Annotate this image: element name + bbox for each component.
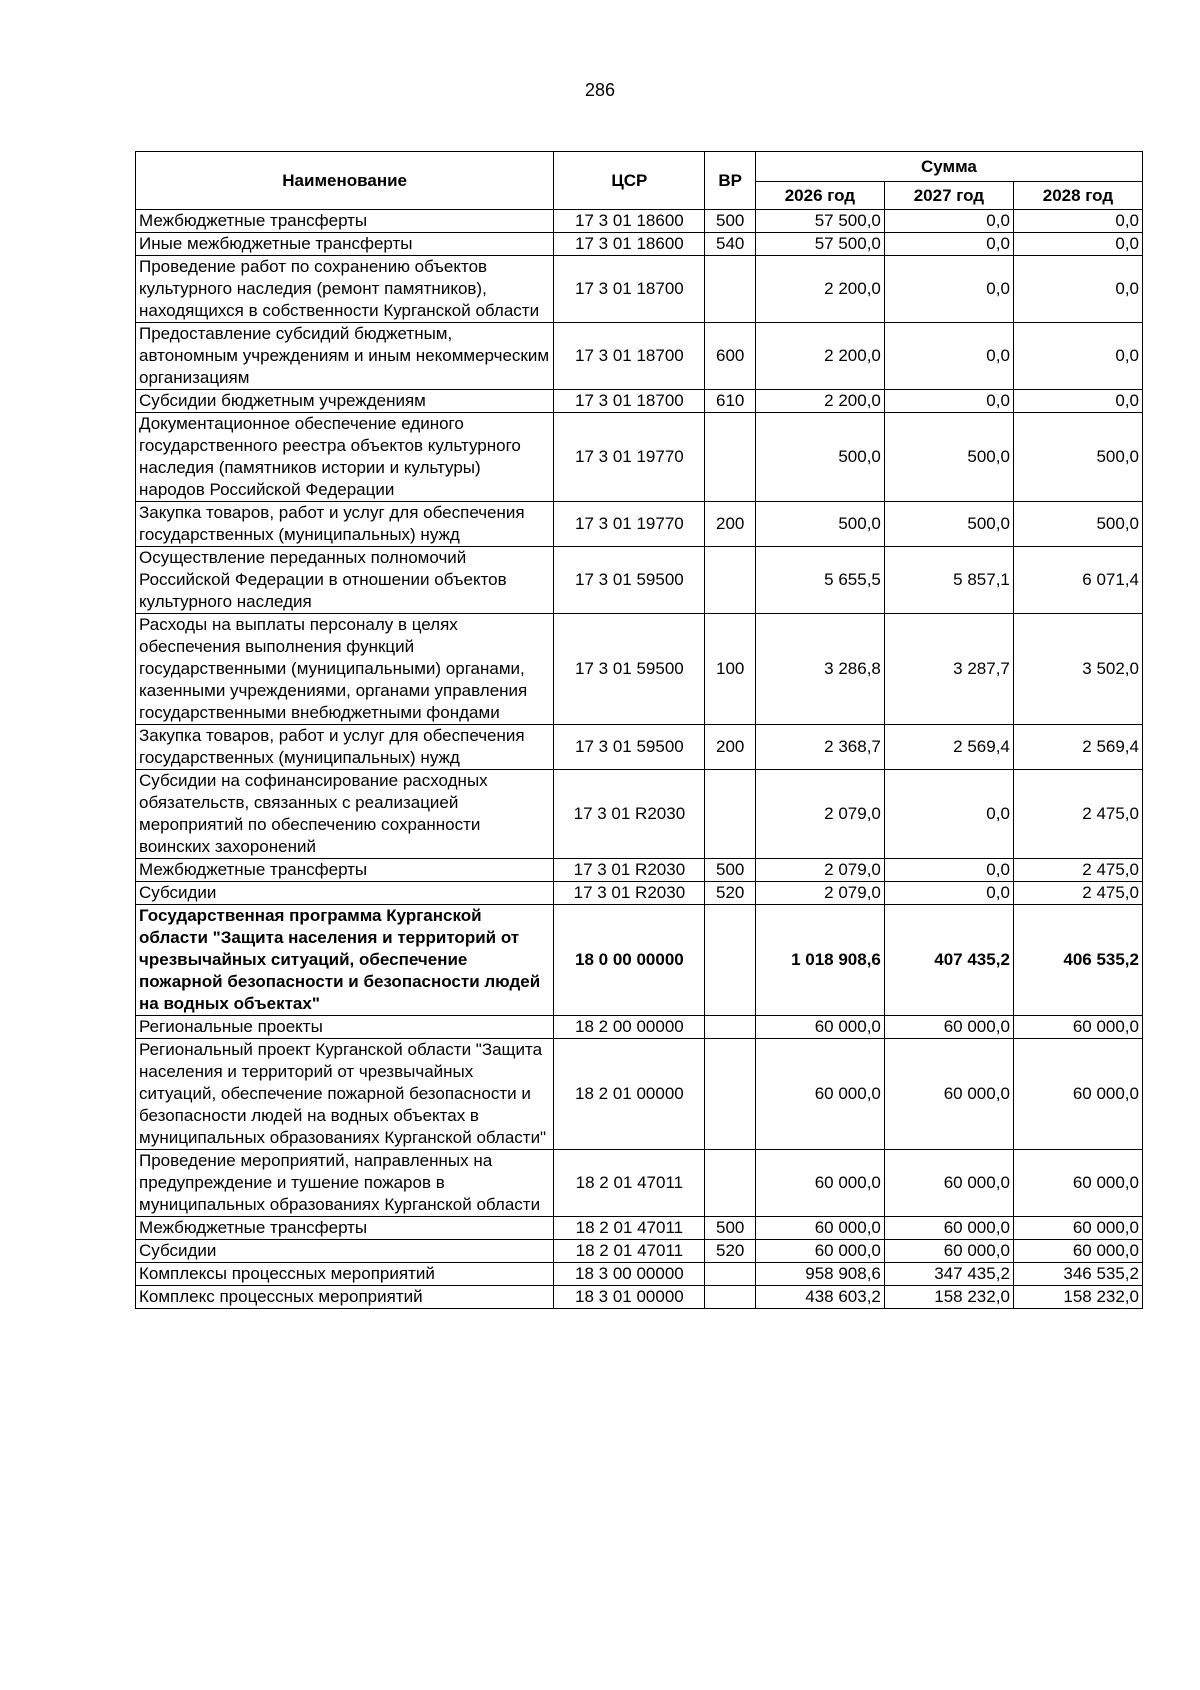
cell-sum-2027: 60 000,0 — [884, 1150, 1013, 1217]
cell-vr: 500 — [705, 1217, 755, 1240]
cell-sum-2027: 500,0 — [884, 502, 1013, 547]
cell-vr: 600 — [705, 323, 755, 390]
cell-vr — [705, 770, 755, 859]
cell-vr — [705, 1286, 755, 1309]
cell-sum-2028: 2 475,0 — [1013, 859, 1142, 882]
cell-name: Иные межбюджетные трансферты — [136, 233, 554, 256]
cell-vr: 200 — [705, 725, 755, 770]
cell-vr: 200 — [705, 502, 755, 547]
table-row — [136, 323, 1143, 390]
cell-vr — [705, 413, 755, 502]
cell-sum-2028: 3 502,0 — [1013, 614, 1142, 725]
budget-table — [135, 151, 1143, 1309]
cell-sum-2026: 2 200,0 — [755, 256, 884, 323]
cell-csr: 18 3 00 00000 — [554, 1263, 705, 1286]
table-row — [136, 1240, 1143, 1263]
table-row — [136, 1286, 1143, 1309]
table-row — [136, 502, 1143, 547]
page-number: 286 — [584, 80, 616, 100]
cell-sum-2028: 406 535,2 — [1013, 905, 1142, 1016]
cell-sum-2026: 3 286,8 — [755, 614, 884, 725]
cell-sum-2026: 57 500,0 — [755, 233, 884, 256]
cell-sum-2026: 60 000,0 — [755, 1150, 884, 1217]
cell-csr: 18 2 01 47011 — [554, 1240, 705, 1263]
cell-csr: 18 2 01 47011 — [554, 1217, 705, 1240]
cell-vr — [705, 1150, 755, 1217]
cell-sum-2027: 0,0 — [884, 233, 1013, 256]
header-year-2026: 2026 год — [755, 182, 884, 210]
header-sum: Сумма — [755, 152, 1142, 182]
cell-name: Документационное обеспечение единого государственного реестра объектов культурного наследия (памятников истории и культуры) народов Российской Федерации — [136, 413, 554, 502]
cell-sum-2026: 57 500,0 — [755, 210, 884, 233]
cell-sum-2027: 500,0 — [884, 413, 1013, 502]
cell-sum-2028: 0,0 — [1013, 390, 1142, 413]
cell-sum-2028: 60 000,0 — [1013, 1240, 1142, 1263]
cell-sum-2027: 60 000,0 — [884, 1039, 1013, 1150]
cell-vr — [705, 1263, 755, 1286]
cell-sum-2026: 60 000,0 — [755, 1217, 884, 1240]
cell-sum-2027: 3 287,7 — [884, 614, 1013, 725]
cell-sum-2027: 158 232,0 — [884, 1286, 1013, 1309]
table-row — [136, 233, 1143, 256]
table-row — [136, 1016, 1143, 1039]
cell-csr: 17 3 01 19770 — [554, 413, 705, 502]
cell-sum-2027: 0,0 — [884, 859, 1013, 882]
header-vr: ВР — [705, 152, 755, 210]
cell-sum-2026: 60 000,0 — [755, 1016, 884, 1039]
cell-name: Субсидии — [136, 1240, 554, 1263]
cell-csr: 17 3 01 59500 — [554, 614, 705, 725]
cell-name: Межбюджетные трансферты — [136, 1217, 554, 1240]
cell-sum-2028: 0,0 — [1013, 210, 1142, 233]
cell-name: Комплекс процессных мероприятий — [136, 1286, 554, 1309]
cell-sum-2026: 500,0 — [755, 413, 884, 502]
cell-sum-2028: 0,0 — [1013, 233, 1142, 256]
table-row — [136, 390, 1143, 413]
cell-csr: 17 3 01 R2030 — [554, 770, 705, 859]
cell-name: Межбюджетные трансферты — [136, 859, 554, 882]
table-row — [136, 882, 1143, 905]
table-row — [136, 547, 1143, 614]
cell-sum-2027: 60 000,0 — [884, 1217, 1013, 1240]
cell-csr: 18 2 01 00000 — [554, 1039, 705, 1150]
cell-sum-2028: 60 000,0 — [1013, 1039, 1142, 1150]
table-row — [136, 210, 1143, 233]
cell-name: Предоставление субсидий бюджетным, автономным учреждениям и иным некоммерческим организациям — [136, 323, 554, 390]
cell-name: Осуществление переданных полномочий Российской Федерации в отношении объектов культурного наследия — [136, 547, 554, 614]
cell-vr — [705, 1039, 755, 1150]
cell-sum-2026: 438 603,2 — [755, 1286, 884, 1309]
cell-sum-2026: 5 655,5 — [755, 547, 884, 614]
cell-sum-2026: 2 079,0 — [755, 882, 884, 905]
cell-sum-2027: 0,0 — [884, 770, 1013, 859]
table-row — [136, 256, 1143, 323]
table-row — [136, 770, 1143, 859]
cell-name: Закупка товаров, работ и услуг для обеспечения государственных (муниципальных) нужд — [136, 502, 554, 547]
cell-sum-2027: 5 857,1 — [884, 547, 1013, 614]
cell-name: Комплексы процессных мероприятий — [136, 1263, 554, 1286]
cell-sum-2028: 0,0 — [1013, 323, 1142, 390]
cell-vr: 500 — [705, 859, 755, 882]
cell-csr: 17 3 01 19770 — [554, 502, 705, 547]
cell-sum-2027: 0,0 — [884, 390, 1013, 413]
cell-name: Закупка товаров, работ и услуг для обеспечения государственных (муниципальных) нужд — [136, 725, 554, 770]
table-row — [136, 1263, 1143, 1286]
cell-vr: 610 — [705, 390, 755, 413]
cell-sum-2027: 0,0 — [884, 210, 1013, 233]
cell-name: Региональный проект Курганской области "Защита населения и территорий от чрезвычайных ситуаций, обеспечение пожарной безопасности и безопасности людей на водных объектах в муниципальных образованиях Курганской области" — [136, 1039, 554, 1150]
table-row — [136, 859, 1143, 882]
cell-sum-2028: 2 475,0 — [1013, 770, 1142, 859]
cell-name: Межбюджетные трансферты — [136, 210, 554, 233]
cell-sum-2027: 60 000,0 — [884, 1016, 1013, 1039]
table-row — [136, 1217, 1143, 1240]
cell-vr — [705, 547, 755, 614]
cell-csr: 17 3 01 R2030 — [554, 859, 705, 882]
cell-sum-2026: 2 079,0 — [755, 859, 884, 882]
cell-sum-2028: 60 000,0 — [1013, 1016, 1142, 1039]
cell-csr: 17 3 01 18700 — [554, 390, 705, 413]
cell-sum-2026: 500,0 — [755, 502, 884, 547]
cell-sum-2027: 0,0 — [884, 323, 1013, 390]
cell-sum-2028: 500,0 — [1013, 413, 1142, 502]
cell-sum-2028: 60 000,0 — [1013, 1150, 1142, 1217]
cell-sum-2027: 407 435,2 — [884, 905, 1013, 1016]
cell-csr: 17 3 01 59500 — [554, 725, 705, 770]
cell-csr: 17 3 01 59500 — [554, 547, 705, 614]
table-row — [136, 905, 1143, 1016]
cell-sum-2028: 2 569,4 — [1013, 725, 1142, 770]
cell-sum-2028: 2 475,0 — [1013, 882, 1142, 905]
cell-name: Проведение мероприятий, направленных на предупреждение и тушение пожаров в муниципальных образованиях Курганской области — [136, 1150, 554, 1217]
cell-csr: 17 3 01 18600 — [554, 210, 705, 233]
cell-csr: 18 3 01 00000 — [554, 1286, 705, 1309]
cell-sum-2028: 500,0 — [1013, 502, 1142, 547]
cell-sum-2026: 2 200,0 — [755, 323, 884, 390]
header-name: Наименование — [136, 152, 554, 210]
cell-sum-2028: 6 071,4 — [1013, 547, 1142, 614]
cell-sum-2028: 0,0 — [1013, 256, 1142, 323]
cell-vr: 100 — [705, 614, 755, 725]
cell-csr: 18 2 01 47011 — [554, 1150, 705, 1217]
cell-csr: 18 0 00 00000 — [554, 905, 705, 1016]
cell-sum-2027: 347 435,2 — [884, 1263, 1013, 1286]
cell-name: Расходы на выплаты персоналу в целях обеспечения выполнения функций государственными (муниципальными) органами, казенными учреждениями, органами управления государственными внебюджетными фондами — [136, 614, 554, 725]
header-year-2027: 2027 год — [884, 182, 1013, 210]
cell-name: Проведение работ по сохранению объектов культурного наследия (ремонт памятников), находящихся в собственности Курганской области — [136, 256, 554, 323]
cell-sum-2027: 2 569,4 — [884, 725, 1013, 770]
cell-name: Субсидии бюджетным учреждениям — [136, 390, 554, 413]
cell-name: Государственная программа Курганской области "Защита населения и территорий от чрезвычайных ситуаций, обеспечение пожарной безопасности и безопасности людей на водных объектах" — [136, 905, 554, 1016]
cell-sum-2026: 60 000,0 — [755, 1240, 884, 1263]
cell-vr: 520 — [705, 1240, 755, 1263]
cell-sum-2026: 2 368,7 — [755, 725, 884, 770]
cell-name: Субсидии на софинансирование расходных обязательств, связанных с реализацией мероприятий по обеспечению сохранности воинских захоронений — [136, 770, 554, 859]
cell-sum-2027: 60 000,0 — [884, 1240, 1013, 1263]
cell-csr: 17 3 01 R2030 — [554, 882, 705, 905]
table-row — [136, 614, 1143, 725]
cell-sum-2027: 0,0 — [884, 882, 1013, 905]
cell-vr — [705, 1016, 755, 1039]
cell-csr: 17 3 01 18700 — [554, 323, 705, 390]
cell-sum-2026: 2 200,0 — [755, 390, 884, 413]
cell-vr: 500 — [705, 210, 755, 233]
cell-csr: 17 3 01 18700 — [554, 256, 705, 323]
cell-csr: 18 2 00 00000 — [554, 1016, 705, 1039]
cell-vr: 540 — [705, 233, 755, 256]
cell-vr — [705, 905, 755, 1016]
header-year-2028: 2028 год — [1013, 182, 1142, 210]
cell-sum-2026: 60 000,0 — [755, 1039, 884, 1150]
cell-sum-2026: 958 908,6 — [755, 1263, 884, 1286]
cell-name: Региональные проекты — [136, 1016, 554, 1039]
table-row — [136, 725, 1143, 770]
table-body — [136, 210, 1143, 1309]
cell-sum-2027: 0,0 — [884, 256, 1013, 323]
cell-sum-2026: 1 018 908,6 — [755, 905, 884, 1016]
cell-vr: 520 — [705, 882, 755, 905]
table-row — [136, 1150, 1143, 1217]
cell-sum-2028: 158 232,0 — [1013, 1286, 1142, 1309]
cell-sum-2028: 60 000,0 — [1013, 1217, 1142, 1240]
table-row — [136, 413, 1143, 502]
cell-sum-2028: 346 535,2 — [1013, 1263, 1142, 1286]
cell-name: Субсидии — [136, 882, 554, 905]
cell-csr: 17 3 01 18600 — [554, 233, 705, 256]
cell-sum-2026: 2 079,0 — [755, 770, 884, 859]
header-csr: ЦСР — [554, 152, 705, 210]
table-row — [136, 1039, 1143, 1150]
cell-vr — [705, 256, 755, 323]
